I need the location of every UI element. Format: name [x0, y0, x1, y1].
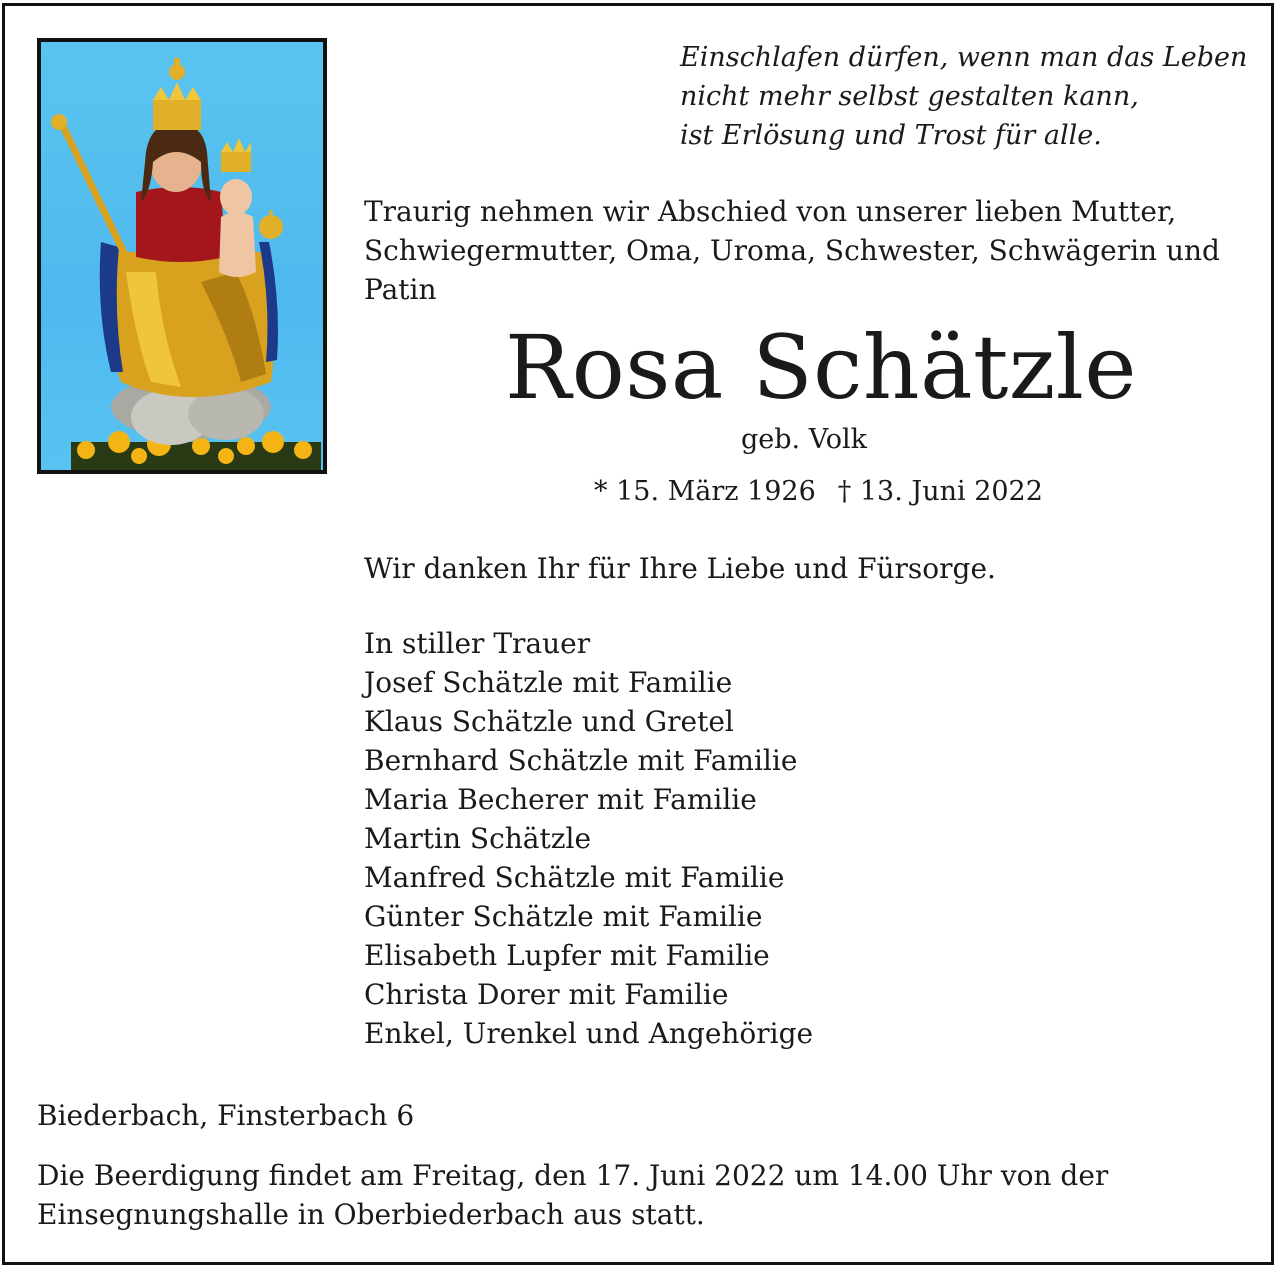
mourner-entry: Josef Schätzle mit Familie [364, 666, 733, 699]
motto-line: ist Erlösung und Trost für alle. [680, 120, 1102, 151]
funeral-line: Einsegnungshalle in Oberbiederbach aus statt. [37, 1198, 705, 1231]
funeral-notice [37, 1156, 1108, 1234]
mourner-entry: Günter Schätzle mit Familie [364, 900, 763, 933]
funeral-line: Die Beerdigung findet am Freitag, den 17. Juni 2022 um 14.00 Uhr von der [37, 1159, 1109, 1192]
mourner-entry: Bernhard Schätzle mit Familie [364, 744, 798, 777]
intro-line: Patin [364, 273, 437, 306]
address-line: Biederbach, Finsterbach 6 [37, 1099, 415, 1132]
mourners-heading: In stiller Trauer [364, 627, 591, 660]
mourner-entry: Elisabeth Lupfer mit Familie [364, 939, 770, 972]
mourner-entry: Klaus Schätzle und Gretel [364, 705, 734, 738]
thanks-line: Wir danken Ihr für Ihre Liebe und Fürsorge. [364, 552, 996, 585]
life-dates [594, 472, 1065, 512]
motto-line: nicht mehr selbst gestalten kann, [680, 81, 1139, 112]
birth-name: geb. Volk [741, 424, 867, 455]
intro-line: Traurig nehmen wir Abschied von unserer lieben Mutter, [364, 195, 1177, 228]
mourner-entry: Maria Becherer mit Familie [364, 783, 757, 816]
birth-date: * 15. März 1926 [594, 476, 816, 507]
motto-quote [680, 38, 1247, 155]
death-date: † 13. Juni 2022 [837, 476, 1043, 507]
mourner-entry: Christa Dorer mit Familie [364, 978, 729, 1011]
mourner-entry: Manfred Schätzle mit Familie [364, 861, 785, 894]
motto-line: Einschlafen dürfen, wenn man das Leben [680, 42, 1248, 73]
deceased-name: Rosa Schätzle [505, 316, 1137, 419]
mourner-entry: Martin Schätzle [364, 822, 592, 855]
madonna-statue-image [37, 38, 327, 474]
mourner-entry: Enkel, Urenkel und Angehörige [364, 1017, 814, 1050]
mourners-list [364, 624, 813, 1053]
intro-line: Schwiegermutter, Oma, Uroma, Schwester, Schwägerin und [364, 234, 1220, 267]
farewell-intro [364, 192, 1220, 309]
